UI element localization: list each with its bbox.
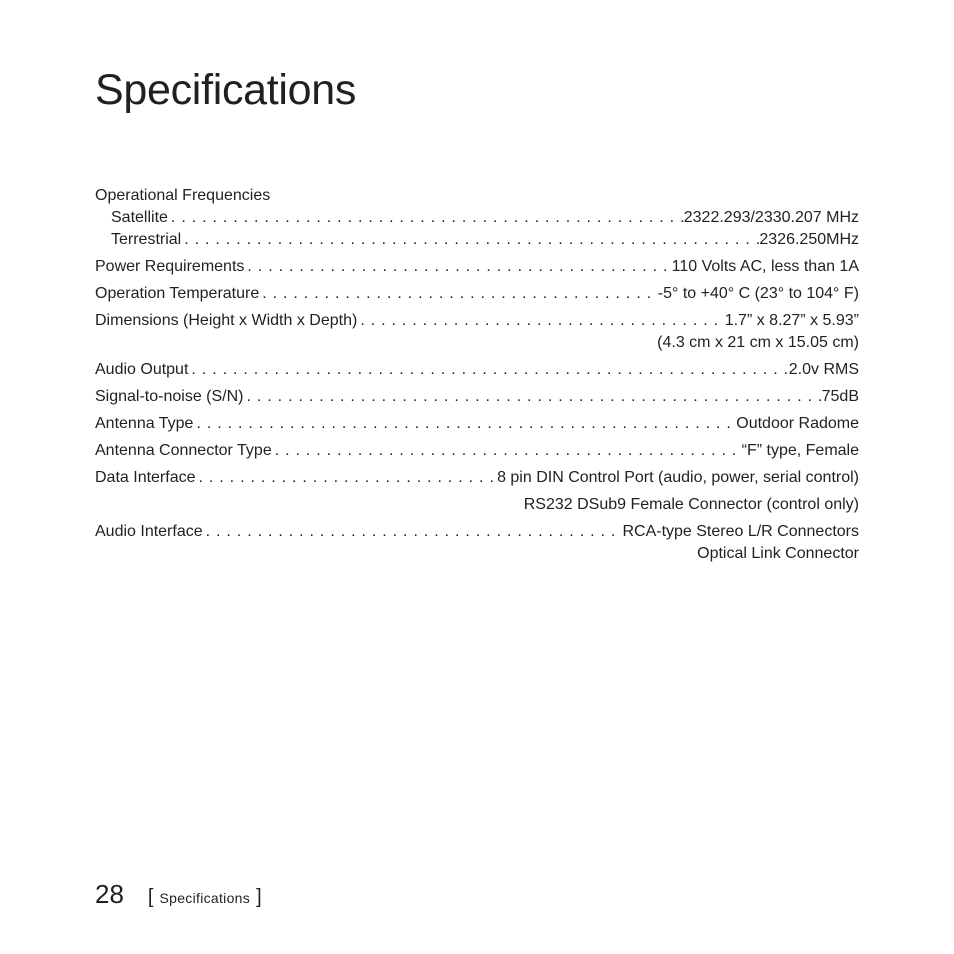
footer-close-bracket: ]	[256, 886, 262, 908]
spec-label: Terrestrial	[111, 231, 182, 248]
spec-value: Optical Link Connector	[697, 545, 859, 562]
spec-row-audio-interface-2	[95, 543, 859, 565]
dot-leader	[203, 521, 623, 543]
spec-row-operational-frequencies	[95, 185, 859, 207]
dot-leader	[181, 229, 759, 251]
spec-label: Operation Temperature	[95, 285, 260, 302]
spec-value: 8 pin DIN Control Port (audio, power, serial control)	[497, 469, 859, 486]
spec-value: “F” type, Female	[741, 442, 859, 459]
spec-row-signal-to-noise	[95, 386, 859, 408]
page-title: Specifications	[95, 66, 357, 114]
spec-label: Satellite	[111, 209, 168, 226]
spec-value: -5° to +40° C (23° to 104° F)	[657, 285, 859, 302]
spec-list	[95, 185, 859, 565]
spec-label: Audio Output	[95, 361, 189, 378]
dot-leader	[196, 467, 498, 489]
spec-row-dimensions-metric	[95, 332, 859, 354]
spec-row-dimensions	[95, 310, 859, 332]
spec-row-terrestrial	[95, 229, 859, 251]
page-footer	[95, 876, 262, 912]
dot-leader	[272, 440, 742, 462]
spec-value: RS232 DSub9 Female Connector (control only)	[523, 496, 859, 513]
spec-label: Operational Frequencies	[95, 187, 271, 204]
spec-value: (4.3 cm x 21 cm x 15.05 cm)	[657, 334, 859, 351]
spec-row-antenna-connector-type	[95, 440, 859, 462]
spec-label: Dimensions (Height x Width x Depth)	[95, 312, 358, 329]
spec-label: Data Interface	[95, 469, 196, 486]
dot-leader	[193, 413, 736, 435]
spec-value: Outdoor Radome	[736, 415, 859, 432]
footer-open-bracket: [	[147, 886, 154, 908]
spec-row-power-requirements	[95, 256, 859, 278]
spec-value: RCA-type Stereo L/R Connectors	[622, 523, 859, 540]
spec-value: 110 Volts AC, less than 1A	[671, 258, 859, 275]
spec-value: 2326.250MHz	[759, 231, 859, 248]
spec-row-operation-temperature	[95, 283, 859, 305]
spec-label: Power Requirements	[95, 258, 245, 275]
page-number: 28	[95, 879, 124, 909]
spec-row-satellite	[95, 207, 859, 229]
spec-value: 2322.293/2330.207 MHz	[683, 209, 859, 226]
footer-section-label: Specifications	[159, 890, 251, 906]
spec-value: 2.0v RMS	[788, 361, 859, 378]
dot-leader	[244, 386, 822, 408]
spec-row-data-interface-2	[95, 494, 859, 516]
spec-label: Signal-to-noise (S/N)	[95, 388, 244, 405]
spec-row-audio-interface	[95, 521, 859, 543]
spec-value: 75dB	[821, 388, 859, 405]
spec-row-data-interface	[95, 467, 859, 489]
dot-leader	[168, 207, 684, 229]
spec-value: 1.7” x 8.27” x 5.93”	[724, 312, 859, 329]
spec-row-audio-output	[95, 359, 859, 381]
dot-leader	[357, 310, 724, 332]
spec-label: Antenna Connector Type	[95, 442, 272, 459]
spec-label: Antenna Type	[95, 415, 194, 432]
spec-label: Audio Interface	[95, 523, 203, 540]
dot-leader	[244, 256, 671, 278]
dot-leader	[188, 359, 788, 381]
dot-leader	[259, 283, 658, 305]
spec-row-antenna-type	[95, 413, 859, 435]
